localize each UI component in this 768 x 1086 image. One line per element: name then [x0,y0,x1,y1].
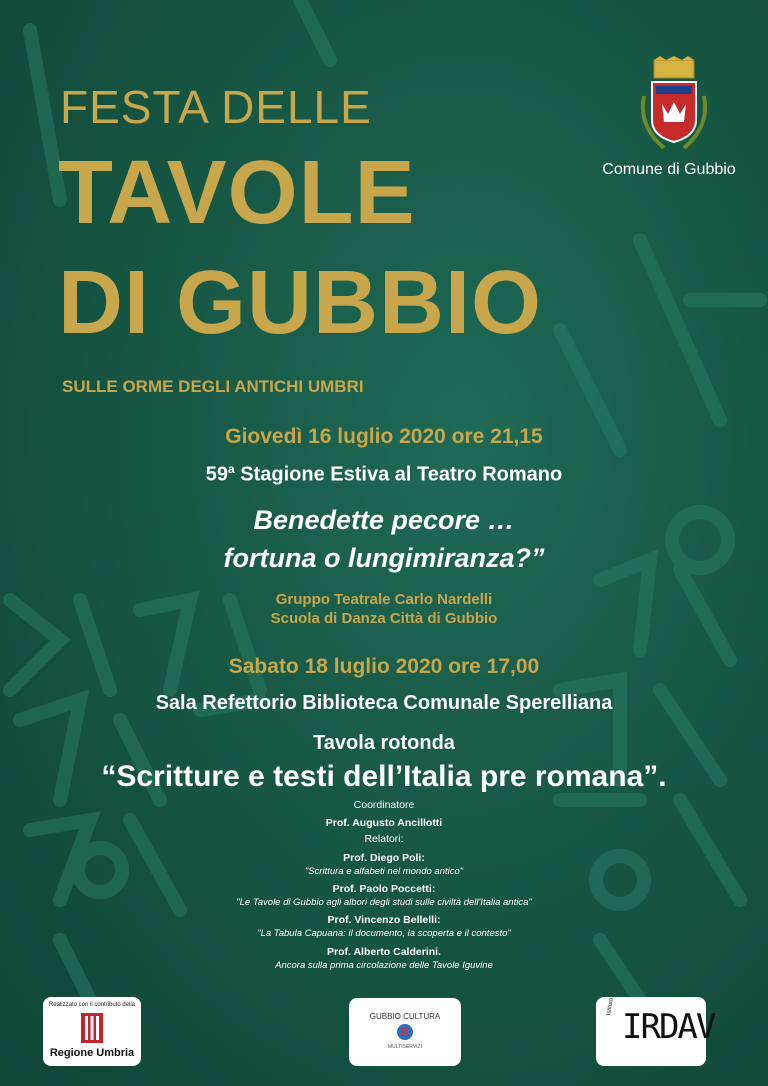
event2-date: Sabato 18 luglio 2020 ore 17,00 [228,655,540,678]
regione-umbria-logo [43,997,141,1066]
irdav-vertical-text: Istituto [606,997,615,1017]
speaker-talk: "Scrittura e alfabeti nel mondo antico" [304,866,464,877]
speaker-name: Prof. Alberto Calderini. [327,946,441,958]
coordinator-label: Coordinatore [353,799,415,811]
regione-umbria-emblem-icon [81,1013,103,1043]
gubbio-cultura-text: GUBBIO CULTURA [369,1012,441,1021]
speakers-label: Relatori: [364,833,404,845]
speaker-name: Prof. Vincenzo Bellelli: [327,914,441,926]
event2-type: Tavola rotonda [313,732,455,754]
title-line-2: TAVOLE [58,143,416,243]
speaker-talk: "Le Tavole di Gubbio agli albori degli studi sulle civiltà dell'Italia antica" [236,897,532,908]
title-line-1: FESTA DELLE [60,81,372,133]
event1-season: 59$^a$ Stagione Estiva al Teatro Romano [205,462,563,486]
regione-contribution-text: Realizzato con il contributo della [48,1002,136,1008]
regione-name: Regione Umbria [49,1047,135,1059]
speaker-name: Prof. Paolo Poccetti: [332,883,436,895]
subtitle: SULLE ORME DEGLI ANTICHI UMBRI [62,377,364,396]
speaker-talk: Ancora sulla prima circolazione delle Tavole Iguvine [275,960,493,971]
gubbio-crest-icon [634,56,714,152]
event2-venue: Sala Refettorio Biblioteca Comunale Sperelliana [155,692,613,714]
event1-group-2: Scuola di Danza Città di Gubbio [270,610,498,627]
event1-show-line-1: Benedette pecore … [253,505,515,535]
event2-title: “Scritture e testi dell’Italia pre romana”. [101,760,667,793]
event1-date: Giovedì 16 luglio 2020 ore 21,15 [225,425,543,448]
multiservizi-icon [396,1023,414,1041]
event1-group-1: Gruppo Teatrale Carlo Nardelli [275,591,493,608]
multiservizi-text: MULTISERVIZI [388,1044,422,1050]
irdav-text: IRDAV [622,1007,715,1047]
comune-label: Comune di Gubbio [602,161,736,178]
gubbio-cultura-logo [349,998,461,1066]
coordinator-name: Prof. Augusto Ancillotti [325,817,443,829]
irdav-logo [596,997,715,1066]
title-line-3: DI GUBBIO [58,253,543,353]
speaker-talk: "La Tabula Capuana: il documento, la scoperta e il contesto" [257,928,511,939]
event1-show-line-2: fortuna o lungimiranza?” [223,543,545,573]
speaker-name: Prof. Diego Poli: [343,852,425,864]
